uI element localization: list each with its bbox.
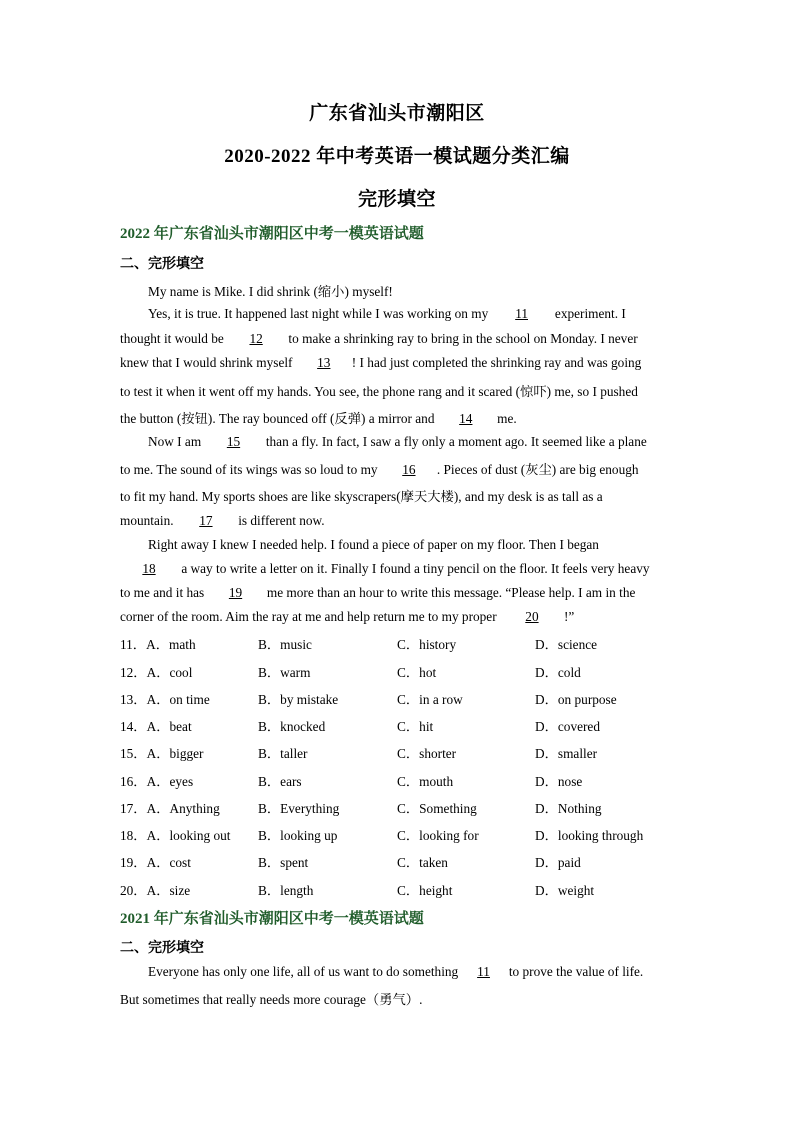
blank-18: 18 bbox=[142, 561, 156, 576]
option-d: D．science bbox=[535, 637, 598, 652]
option-c: C．mouth bbox=[397, 774, 454, 789]
option-a-text: A．bigger bbox=[146, 746, 204, 761]
blank-11: 11 bbox=[515, 306, 528, 321]
passage-line: But sometimes that really needs more courage（勇气）. bbox=[120, 992, 423, 1007]
option-b: B．music bbox=[258, 637, 312, 652]
passage-text: Now I am bbox=[148, 434, 205, 449]
option-d: D．nose bbox=[535, 774, 583, 789]
option-b: B．ears bbox=[258, 774, 302, 789]
question-number: 16． bbox=[120, 774, 147, 789]
option-a bbox=[120, 662, 192, 681]
passage-text: thought it would be bbox=[120, 331, 228, 346]
question-number: 13． bbox=[120, 692, 147, 707]
passage-text: Everyone has only one life, all of us want to do something bbox=[148, 964, 462, 979]
option-c: C．hit bbox=[397, 719, 434, 734]
passage-line bbox=[120, 585, 635, 601]
section-title-2021: 2021 年广东省汕头市潮阳区中考一模英语试题 bbox=[120, 911, 424, 927]
blank-13: 13 bbox=[317, 355, 331, 370]
option-b: B．looking up bbox=[258, 828, 338, 843]
blank-15: 15 bbox=[226, 434, 241, 449]
option-a bbox=[120, 743, 203, 762]
passage-text: to prove the value of life. bbox=[505, 964, 644, 979]
blank-16: 16 bbox=[402, 462, 416, 477]
doc-title-topic: 完形填空 bbox=[357, 189, 436, 210]
option-b: B．taller bbox=[258, 746, 308, 761]
passage-text: corner of the room. Aim the ray at me and help return me to my proper bbox=[120, 609, 500, 624]
option-b: B．by mistake bbox=[258, 692, 339, 707]
option-a bbox=[120, 771, 193, 790]
passage-text: to me. The sound of its wings was so loud to my bbox=[120, 462, 381, 477]
option-c: C．history bbox=[397, 637, 457, 652]
option-a-text: A．beat bbox=[146, 719, 192, 734]
blank-12: 12 bbox=[249, 331, 263, 346]
option-d: D．smaller bbox=[535, 746, 598, 761]
option-d: D．cold bbox=[535, 665, 581, 680]
option-a bbox=[120, 634, 196, 653]
passage-line bbox=[120, 459, 639, 478]
passage-text: me. bbox=[493, 411, 517, 426]
option-c: C．Something bbox=[397, 801, 477, 816]
option-c: C．height bbox=[397, 883, 453, 898]
passage-text: me more than an hour to write this message. “Please help. I am in the bbox=[263, 585, 636, 600]
section-subhead-2022: 二、完形填空 bbox=[120, 257, 204, 272]
question-number: 17． bbox=[120, 801, 147, 816]
option-a bbox=[120, 880, 190, 899]
passage-text: to me and it has bbox=[120, 585, 208, 600]
option-a bbox=[120, 798, 220, 817]
option-d: D．Nothing bbox=[535, 801, 602, 816]
option-a-text: A．on time bbox=[146, 692, 210, 707]
passage-text: experiment. I bbox=[551, 306, 626, 321]
doc-title-region: 广东省汕头市潮阳区 bbox=[309, 103, 485, 124]
option-d: D．paid bbox=[535, 855, 581, 870]
option-c: C．looking for bbox=[397, 828, 479, 843]
passage-line: My name is Mike. I did shrink (缩小) myself! bbox=[148, 284, 393, 299]
passage-line: to test it when it went off my hands. You see, the phone rang and it scared (惊吓) me, so I pushed bbox=[120, 384, 638, 399]
option-a-text: A．cool bbox=[146, 665, 193, 680]
option-d: D．weight bbox=[535, 883, 595, 898]
option-a bbox=[120, 689, 210, 708]
question-number: 15． bbox=[120, 746, 147, 761]
option-c: C．hot bbox=[397, 665, 437, 680]
option-d: D．covered bbox=[535, 719, 600, 734]
passage-line bbox=[148, 434, 647, 450]
passage-line bbox=[120, 355, 641, 371]
option-b: B．Everything bbox=[258, 801, 340, 816]
option-b: B．length bbox=[258, 883, 314, 898]
passage-text: is different now. bbox=[234, 513, 325, 528]
passage-line: Right away I knew I needed help. I found a piece of paper on my floor. Then I began bbox=[148, 537, 599, 552]
option-a bbox=[120, 825, 230, 844]
question-number: 19． bbox=[120, 855, 147, 870]
passage-line: to fit my hand. My sports shoes are like skyscrapers(摩天大楼), and my desk is as tall as a bbox=[120, 489, 603, 504]
question-number: 14． bbox=[120, 719, 147, 734]
passage-line bbox=[120, 331, 638, 347]
doc-title-collection: 2020-2022 年中考英语一模试题分类汇编 bbox=[224, 146, 570, 167]
blank-19: 19 bbox=[228, 585, 243, 600]
passage-text: knew that I would shrink myself bbox=[120, 355, 296, 370]
passage-line bbox=[148, 306, 626, 322]
passage-text: mountain. bbox=[120, 513, 177, 528]
blank-11-2021: 11 bbox=[477, 964, 490, 979]
option-b: B．knocked bbox=[258, 719, 326, 734]
option-b: B．warm bbox=[258, 665, 311, 680]
option-d: D．looking through bbox=[535, 828, 644, 843]
passage-text: the button (按钮). The ray bounced off (反弹) a mirror and bbox=[120, 411, 438, 426]
passage-text: a way to write a letter on it. Finally I found a tiny pencil on the floor. It feels very heavy bbox=[178, 561, 650, 576]
option-a bbox=[120, 852, 191, 871]
option-a-text: A．eyes bbox=[146, 774, 194, 789]
question-number: 18． bbox=[120, 828, 147, 843]
blank-20: 20 bbox=[525, 609, 539, 624]
blank-14: 14 bbox=[459, 411, 473, 426]
option-b: B．spent bbox=[258, 855, 309, 870]
passage-text: . Pieces of dust (灰尘) are big enough bbox=[436, 462, 639, 477]
passage-text: Yes, it is true. It happened last night while I was working on my bbox=[148, 306, 492, 321]
option-a bbox=[120, 716, 192, 735]
question-number: 11． bbox=[120, 637, 147, 652]
passage-text: !” bbox=[563, 609, 575, 624]
question-number: 20． bbox=[120, 883, 147, 898]
option-c: C．in a row bbox=[397, 692, 463, 707]
passage-text: than a fly. In fact, I saw a fly only a moment ago. It seemed like a plane bbox=[262, 434, 647, 449]
passage-line bbox=[120, 408, 517, 427]
option-c: C．shorter bbox=[397, 746, 457, 761]
passage-line bbox=[148, 964, 643, 980]
option-d: D．on purpose bbox=[535, 692, 617, 707]
section-title-2022: 2022 年广东省汕头市潮阳区中考一模英语试题 bbox=[120, 226, 424, 242]
option-c: C．taken bbox=[397, 855, 448, 870]
question-number: 12． bbox=[120, 665, 147, 680]
option-a-text: A．looking out bbox=[146, 828, 231, 843]
blank-17: 17 bbox=[199, 513, 213, 528]
passage-text: to make a shrinking ray to bring in the school on Monday. I never bbox=[285, 331, 638, 346]
passage-text: ! I had just completed the shrinking ray and was going bbox=[351, 355, 642, 370]
passage-line bbox=[120, 609, 574, 625]
option-a-text: A．size bbox=[146, 883, 191, 898]
passage-line bbox=[120, 513, 325, 529]
section-subhead-2021: 二、完形填空 bbox=[120, 941, 204, 956]
option-a-text: A．cost bbox=[146, 855, 191, 870]
option-a-text: A．math bbox=[146, 637, 196, 652]
passage-line bbox=[120, 561, 650, 577]
option-a-text: A．Anything bbox=[146, 801, 220, 816]
